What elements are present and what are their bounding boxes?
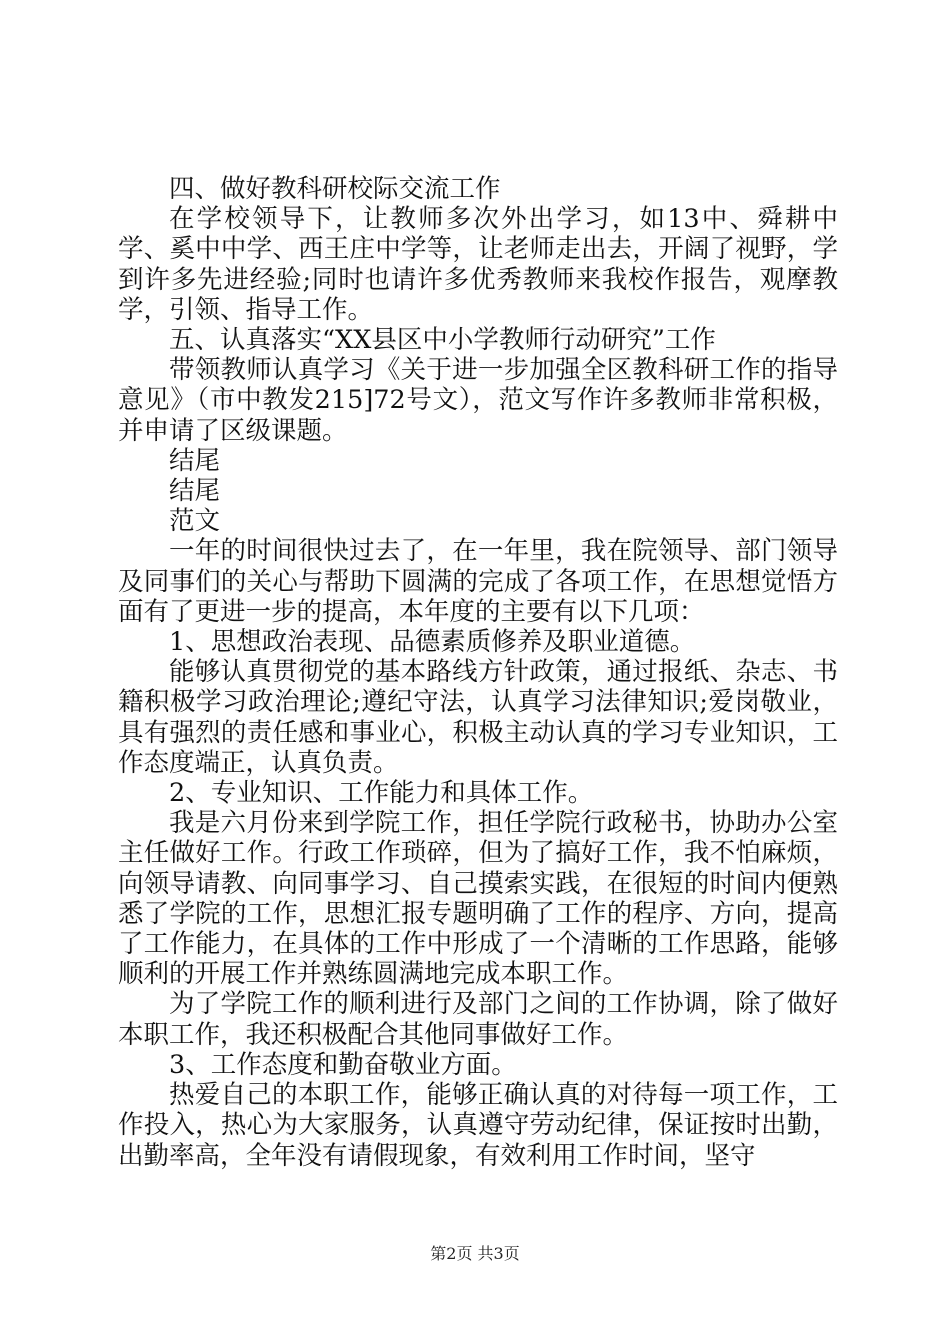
- text-ending-1: 结尾: [169, 445, 221, 476]
- heading-section-four: 四、做好教科研校际交流工作: [169, 174, 501, 204]
- heading-item-three: 3、工作态度和勤奋敬业方面。: [169, 1049, 517, 1080]
- paragraph-work: 我是六月份来到学院工作，担任学院行政秘书，协助办公室主任做好工作。行政工作琐碎，但为了搞好工作，我不怕麻烦，向领导请教、向同事学习、自己摸索实践，在很短的时间内便熟悉了学院的工作，思想汇报专题明确了工作的程序、方向，提高了工作能力，在具体的工作中形成了一个清晰的工作思路，能够顺利的开展工作并熟练圆满地完成本职工作。: [118, 808, 838, 990]
- heading-item-two: 2、专业知识、工作能力和具体工作。: [169, 778, 594, 809]
- paragraph-research: 带领教师认真学习《关于进一步加强全区教科研工作的指导意见》（市中教发215]72号文），范文写作许多教师非常积极，并申请了区级课题。: [118, 355, 838, 446]
- heading-section-five: 五、认真落实“XX县区中小学教师行动研究”工作: [169, 325, 716, 356]
- paragraph-exchange: 在学校领导下，让教师多次外出学习，如13中、舜耕中学、奚中中学、西王庄中学等，让老师走出去，开阔了视野，学到许多先进经验;同时也请许多优秀教师来我校作报告，观摩教学，引领、指导工作。: [118, 204, 838, 325]
- text-sample: 范文: [169, 506, 221, 537]
- text-ending-2: 结尾: [169, 476, 221, 507]
- heading-item-one: 1、思想政治表现、品德素质修养及职业道德。: [169, 627, 696, 658]
- paragraph-politics: 能够认真贯彻党的基本路线方针政策，通过报纸、杂志、书籍积极学习政治理论;遵纪守法，认真学习法律知识;爱岗敬业，具有强烈的责任感和事业心，积极主动认真的学习专业知识，工作态度端正，认真负责。: [118, 657, 838, 778]
- paragraph-intro: 一年的时间很快过去了，在一年里，我在院领导、部门领导及同事们的关心与帮助下圆满的完成了各项工作，在思想觉悟方面有了更进一步的提高，本年度的主要有以下几项：: [118, 536, 838, 627]
- document-body: [118, 174, 838, 1171]
- paragraph-cooperation: 为了学院工作的顺利进行及部门之间的工作协调，除了做好本职工作，我还积极配合其他同事做好工作。: [118, 989, 838, 1050]
- paragraph-attitude: 热爱自己的本职工作，能够正确认真的对待每一项工作，工作投入，热心为大家服务，认真遵守劳动纪律，保证按时出勤，出勤率高，全年没有请假现象，有效利用工作时间，坚守: [118, 1080, 838, 1171]
- page-number-footer: 第2页 共3页: [430, 1244, 520, 1263]
